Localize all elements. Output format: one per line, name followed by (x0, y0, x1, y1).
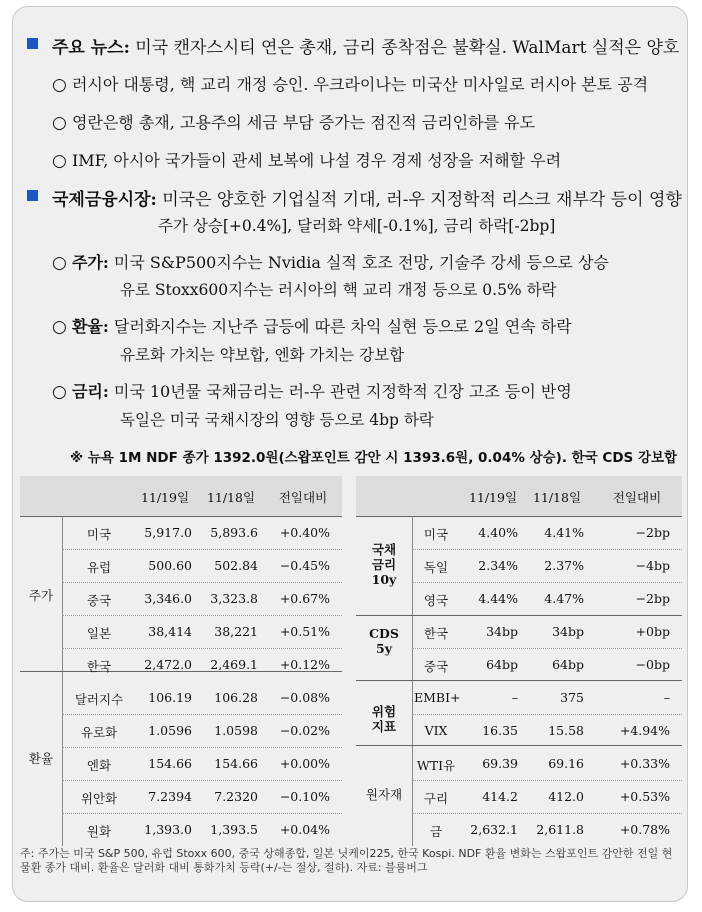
value-change: −2bp (635, 591, 670, 606)
row-divider (62, 780, 342, 782)
value-change: +0.33% (619, 756, 670, 771)
value-change: +0.12% (279, 657, 330, 672)
value-date1: 4.44% (478, 591, 518, 606)
row-label: 원화 (86, 824, 112, 839)
value-date2: 69.16 (548, 756, 584, 771)
row-divider (62, 549, 342, 551)
rate-text: 미국 10년물 국채금리는 러-우 관련 지정학적 긴장 고조 등이 반영 (113, 382, 572, 401)
value-change: −0.02% (279, 723, 330, 738)
value-date1: 34bp (486, 624, 518, 639)
news-item-2 (52, 110, 535, 133)
value-date1: – (511, 690, 518, 705)
row-label: WTI유 (416, 758, 456, 773)
value-date2: 1.0598 (214, 723, 258, 738)
value-date1: 2,632.1 (470, 822, 518, 837)
value-change: +0.40% (279, 525, 330, 540)
circle-bullet-icon: ○ (52, 151, 67, 171)
market-text: 미국은 양호한 기업실적 기대, 러-우 지정학적 리스크 재부각 등이 영향 (162, 190, 682, 210)
main-news-line (52, 33, 679, 58)
rate-line (52, 379, 572, 402)
value-date2: 412.0 (548, 789, 584, 804)
value-date2: 7.2320 (214, 789, 258, 804)
group-divider (62, 516, 63, 846)
row-label: 엔화 (86, 758, 112, 773)
value-date1: 1.0596 (148, 723, 192, 738)
value-date1: 7.2394 (148, 789, 192, 804)
value-change: −0.45% (279, 558, 330, 573)
value-date1: 38,414 (148, 624, 192, 639)
row-label: 달러지수 (74, 692, 124, 707)
row-divider (412, 549, 682, 551)
news-item-1 (52, 72, 648, 95)
row-label: 미국 (86, 527, 112, 542)
value-date2: 2.37% (544, 558, 584, 573)
col-header-change: 전일대비 (278, 490, 328, 505)
rate-label: 금리: (71, 382, 109, 401)
value-change: −4bp (635, 558, 670, 573)
value-date2: 2,469.1 (210, 657, 258, 672)
value-date2: 38,221 (214, 624, 258, 639)
circle-bullet-icon: ○ (52, 317, 67, 337)
stock-text: 미국 S&P500지수는 Nvidia 실적 호조 전망, 기술주 강세 등으로 상승 (113, 253, 609, 272)
col-header-change: 전일대비 (612, 490, 662, 505)
ndf-note: ※ 뉴욕 1M NDF 종가 1392.0원(스왑포인트 감안 시 1393.6원, 0.04% 상승). 한국 CDS 강보합 (70, 450, 678, 466)
value-date1: 1,393.0 (144, 822, 192, 837)
group-label-fx: 환율 (28, 751, 54, 766)
value-date1: 414.2 (482, 789, 518, 804)
value-change: – (663, 690, 670, 705)
left-table (20, 476, 342, 846)
value-date2: 4.47% (544, 591, 584, 606)
fx-sub: 유로화 가치는 약보합, 엔화 가치는 강보합 (120, 346, 405, 364)
row-label: 유로화 (80, 725, 118, 740)
circle-bullet-icon: ○ (52, 382, 67, 402)
row-label: EMBI+ (414, 690, 461, 705)
news-item-text: IMF, 아시아 국가들이 관세 보복에 나설 경우 경제 성장을 저해할 우려 (71, 151, 562, 170)
value-date2: 3,323.8 (210, 591, 258, 606)
value-date1: 3,346.0 (144, 591, 192, 606)
value-date2: 106.28 (214, 690, 258, 705)
value-date1: 5,917.0 (144, 525, 192, 540)
row-divider (412, 648, 682, 650)
news-item-text: 영란은행 총재, 고용주의 세금 부담 증가는 점진적 금리인하를 유도 (71, 113, 536, 132)
header-divider (356, 516, 682, 517)
circle-bullet-icon: ○ (52, 75, 67, 95)
value-change: +0.04% (279, 822, 330, 837)
col-header-date2: 11/18일 (532, 490, 582, 505)
value-date2: 15.58 (548, 723, 584, 738)
stock-sub: 유로 Stoxx600지수는 러시아의 핵 교리 개정 등으로 0.5% 하락 (120, 281, 557, 299)
value-date2: 5,893.6 (210, 525, 258, 540)
value-date1: 106.19 (148, 690, 192, 705)
value-date1: 4.40% (478, 525, 518, 540)
value-change: −0bp (635, 657, 670, 672)
row-divider (412, 813, 682, 815)
group-label-risk: 위험 지표 (371, 704, 397, 734)
row-label: 한국 (423, 626, 449, 641)
main-news-label: 주요 뉴스: (52, 38, 130, 58)
row-label: 구리 (423, 791, 449, 806)
rate-sub: 독일은 미국 국채시장의 영향 등으로 4bp 하락 (120, 411, 434, 429)
value-date2: 34bp (552, 624, 584, 639)
group-label-cds: CDS 5y (369, 626, 399, 656)
fx-line (52, 314, 572, 337)
row-divider (62, 582, 342, 584)
value-date2: 2,611.8 (536, 822, 584, 837)
group-label-stocks: 주가 (28, 588, 54, 603)
value-date1: 500.60 (148, 558, 192, 573)
value-date1: 64bp (486, 657, 518, 672)
row-label: VIX (424, 723, 448, 738)
section-divider (356, 680, 682, 681)
section-divider (356, 615, 682, 616)
value-date2: 154.66 (214, 756, 258, 771)
row-label: 일본 (86, 626, 112, 641)
col-header-date1: 11/19일 (468, 490, 518, 505)
footnote: 주: 주가는 미국 S&P 500, 유럽 Stoxx 600, 중국 상해종합, 일본 닛케이225, 한국 Kospi. NDF 환율 변화는 스왑포인트 감안한 전일 현물환 종가 대비. 환율은 달러화 대비 통화가치 등락(+/-는 절상, 절하). 자료: 블룸버그 (20, 847, 673, 874)
circle-bullet-icon: ○ (52, 253, 67, 273)
value-date1: 2,472.0 (144, 657, 192, 672)
market-line (52, 185, 682, 210)
row-label: 금 (429, 824, 443, 839)
value-date2: 64bp (552, 657, 584, 672)
value-change: +0.53% (619, 789, 670, 804)
row-divider (62, 648, 342, 650)
row-label: 위안화 (80, 791, 118, 806)
group-label-commodities: 원자재 (365, 787, 403, 802)
right-table (356, 476, 682, 846)
market-sub: 주가 상승[+0.4%], 달러화 약세[-0.1%], 금리 하락[-2bp] (158, 217, 556, 235)
fx-text: 달러화지수는 지난주 급등에 따른 차익 실현 등으로 2일 연속 하락 (113, 317, 572, 336)
bullet-square-icon (27, 190, 38, 201)
stock-label: 주가: (71, 253, 109, 272)
main-news-text: 미국 캔자스시티 연은 총재, 금리 종착점은 불확실. WalMart 실적은 양호 (135, 38, 680, 58)
row-label: 중국 (86, 593, 112, 608)
row-label: 영국 (423, 593, 449, 608)
group-label-bonds: 국채 금리 10y (371, 542, 397, 587)
value-date2: 502.84 (214, 558, 258, 573)
header-divider (20, 516, 342, 517)
stock-line (52, 250, 609, 273)
market-label: 국제금융시장: (52, 190, 157, 210)
value-change: +0.00% (279, 756, 330, 771)
value-change: −0.10% (279, 789, 330, 804)
col-header-date2: 11/18일 (206, 490, 256, 505)
value-change: −0.08% (279, 690, 330, 705)
value-change: +0.78% (619, 822, 670, 837)
value-change: +0bp (635, 624, 670, 639)
row-label: 한국 (86, 659, 112, 674)
group-divider (412, 516, 413, 846)
row-divider (412, 714, 682, 716)
row-divider (62, 714, 342, 716)
col-header-date1: 11/19일 (140, 490, 190, 505)
row-label: 유럽 (86, 560, 112, 575)
value-change: +4.94% (619, 723, 670, 738)
row-label: 미국 (423, 527, 449, 542)
row-label: 독일 (423, 560, 449, 575)
value-date1: 154.66 (148, 756, 192, 771)
row-label: 중국 (423, 659, 449, 674)
fx-label: 환율: (71, 317, 109, 336)
bullet-square-icon (27, 38, 38, 49)
value-date1: 69.39 (482, 756, 518, 771)
value-change: +0.51% (279, 624, 330, 639)
row-divider (412, 780, 682, 782)
news-item-3 (52, 148, 561, 171)
value-date1: 2.34% (478, 558, 518, 573)
value-change: −2bp (635, 525, 670, 540)
row-divider (62, 615, 342, 617)
value-date1: 16.35 (482, 723, 518, 738)
value-date2: 375 (560, 690, 584, 705)
row-divider (62, 813, 342, 815)
value-date2: 1,393.5 (210, 822, 258, 837)
value-change: +0.67% (279, 591, 330, 606)
row-divider (62, 747, 342, 749)
value-date2: 4.41% (544, 525, 584, 540)
row-divider (412, 582, 682, 584)
section-divider (356, 745, 682, 746)
circle-bullet-icon: ○ (52, 113, 67, 133)
news-item-text: 러시아 대통령, 핵 교리 개정 승인. 우크라이나는 미국산 미사일로 러시아 본토 공격 (71, 75, 649, 94)
